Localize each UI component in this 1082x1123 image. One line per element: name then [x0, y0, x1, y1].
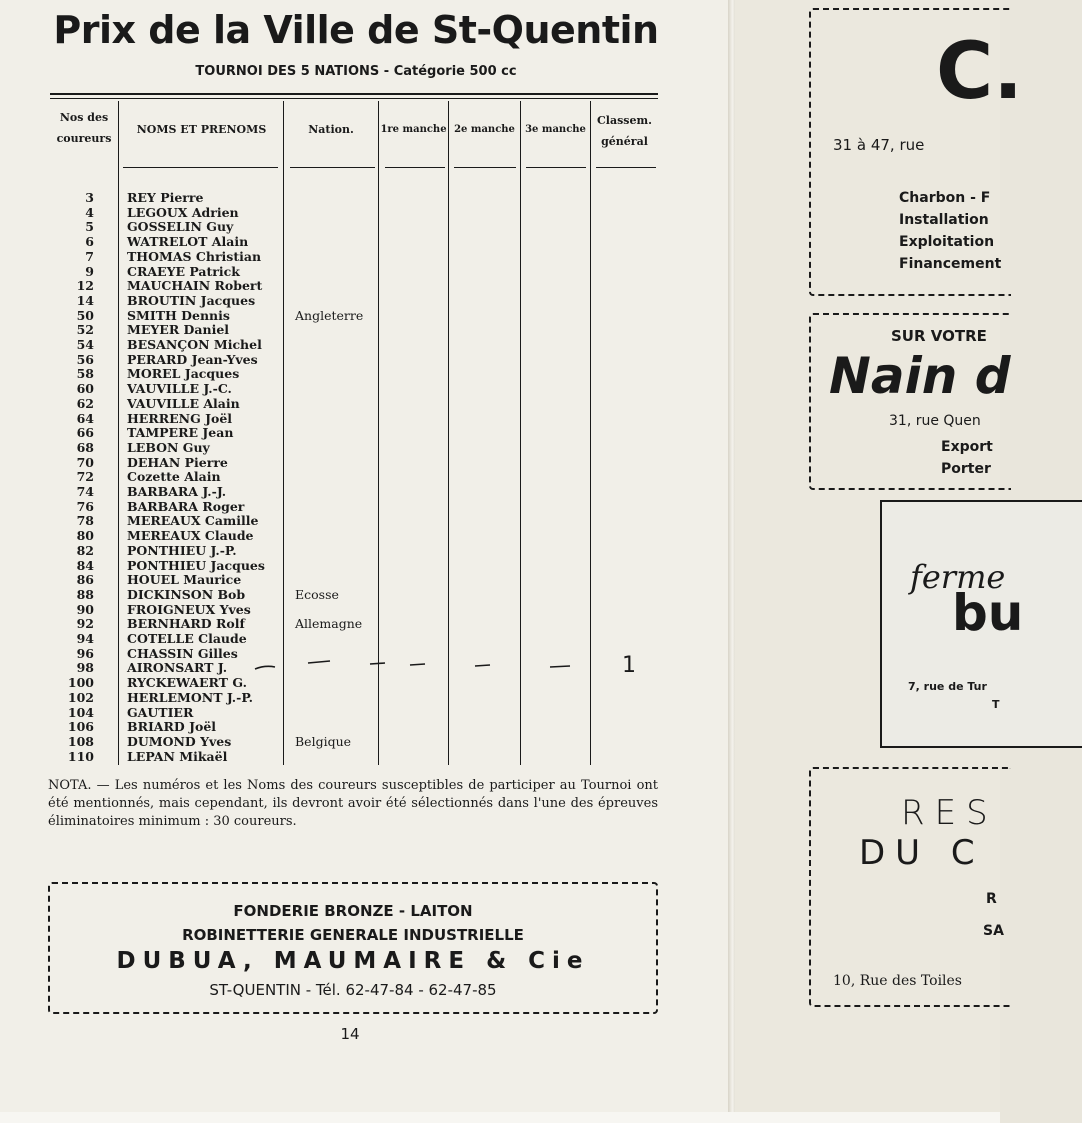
rider-number: 4 — [85, 204, 94, 220]
handwritten-dashes — [250, 655, 650, 685]
rider-name: THOMAS Christian — [127, 248, 262, 264]
rider-name: HOUEL Maurice — [127, 572, 242, 588]
rider-number: 56 — [76, 351, 94, 367]
rider-nation: Ecosse — [295, 586, 339, 602]
rider-number: 5 — [85, 219, 94, 235]
rider-number: 7 — [85, 248, 94, 264]
rider-name: LEPAN Mikaël — [127, 748, 228, 764]
rider-name: VAUVILLE Alain — [127, 395, 240, 411]
header-classement-line2: général — [601, 135, 648, 148]
rider-name: MAUCHAIN Robert — [127, 278, 263, 294]
header-nation: Nation. — [308, 123, 354, 136]
rider-number: 60 — [76, 381, 94, 397]
advertisement-right-1 — [809, 8, 1023, 296]
rider-name: BESANÇON Michel — [127, 337, 262, 352]
rider-name: MEREAUX Camille — [127, 513, 259, 529]
rider-number: 12 — [76, 278, 94, 294]
rider-number: 94 — [76, 631, 94, 646]
rider-number: 62 — [76, 395, 94, 411]
rider-number: 72 — [76, 469, 94, 485]
rider-number: 104 — [67, 704, 94, 720]
rider-name: AIRONSART J. — [127, 660, 228, 676]
rider-nation: Angleterre — [295, 307, 364, 323]
ad-contact: ST-QUENTIN - Tél. 62-47-84 - 62-47-85 — [209, 981, 497, 999]
right-page — [735, 0, 1024, 1112]
header-underline — [290, 167, 375, 168]
rider-number: 50 — [76, 307, 94, 323]
rider-name: PONTHIEU J.-P. — [127, 542, 237, 558]
rider-name: BARBARA Roger — [127, 498, 245, 514]
rider-name: MOREL Jacques — [127, 366, 240, 382]
ad1-big-letter: C. — [936, 27, 1023, 117]
ad4-line-3: R — [986, 891, 997, 907]
header-classement — [591, 110, 658, 152]
rider-name: HERRENG Joël — [127, 410, 233, 426]
rider-nation: Allemagne — [295, 616, 363, 632]
rider-name: DEHAN Pierre — [127, 454, 228, 470]
rider-number: 110 — [67, 748, 94, 764]
rider-name: TAMPERE Jean — [127, 425, 234, 441]
rider-name: DICKINSON Bob — [127, 586, 246, 602]
ad3-address: 7, rue de Tur — [908, 680, 987, 693]
header-num-line1: Nos des — [59, 111, 109, 124]
rider-number: 6 — [85, 234, 94, 250]
header-underline — [596, 167, 656, 168]
rider-number: 9 — [85, 263, 94, 279]
rider-number: 98 — [76, 660, 94, 676]
rider-name: PONTHIEU Jacques — [127, 557, 265, 573]
advertisement-right-4 — [809, 767, 1011, 1007]
ad4-address: 10, Rue des Toiles — [833, 973, 962, 989]
ad2-address: 31, rue Quen — [889, 413, 981, 429]
rider-number: 88 — [76, 586, 94, 602]
rider-number: 74 — [76, 484, 94, 499]
rider-number: 106 — [67, 719, 94, 735]
rider-name: LEGOUX Adrien — [127, 204, 239, 220]
header-manche-3: 3e manche — [525, 124, 586, 135]
ad1-line-4: Financement — [899, 256, 1002, 272]
rider-name: MEREAUX Claude — [127, 528, 254, 544]
rider-number: 80 — [76, 528, 94, 544]
ad2-brand: Nain d — [829, 347, 1011, 405]
header-underline — [454, 167, 516, 168]
rider-name: MEYER Daniel — [127, 322, 230, 338]
rider-nation: Belgique — [295, 733, 352, 749]
rider-number: 76 — [76, 498, 94, 514]
rider-number: 64 — [76, 410, 94, 426]
ad1-line-3: Exploitation — [899, 234, 995, 250]
header-underline — [526, 167, 586, 168]
rider-number: 58 — [76, 366, 94, 382]
rider-number: 52 — [76, 322, 94, 338]
rider-name: LEBON Guy — [127, 439, 210, 455]
rider-name: GAUTIER — [127, 704, 194, 720]
header-classement-line1: Classem. — [597, 114, 652, 127]
rider-name: HERLEMONT J.-P. — [127, 689, 254, 705]
rider-number: 92 — [76, 616, 94, 632]
page-number: 14 — [340, 1025, 360, 1043]
rider-number: 82 — [76, 542, 94, 558]
ad4-line-4: SA — [983, 923, 1004, 939]
rider-name: SMITH Dennis — [127, 307, 230, 323]
rider-number: 102 — [67, 689, 94, 705]
ad1-line-2: Installation — [899, 212, 989, 228]
page-title: Prix de la Ville de St-Quentin — [53, 8, 659, 52]
advertisement-right-2 — [809, 313, 1011, 490]
rider-number: 3 — [85, 190, 94, 205]
ad3-script: ferme — [910, 558, 1006, 596]
rider-name: RYCKEWAERT G. — [127, 675, 247, 691]
rider-table — [50, 93, 658, 765]
rider-number: 70 — [76, 454, 94, 470]
rider-number: 96 — [76, 645, 94, 661]
rider-number: 66 — [76, 425, 94, 441]
ad4-line-2: DU C — [859, 833, 985, 873]
rider-number: 100 — [67, 675, 94, 691]
page-subtitle: TOURNOI DES 5 NATIONS - Catégorie 500 cc — [195, 64, 517, 79]
rider-name: BERNHARD Rolf — [127, 616, 245, 632]
rider-number: 78 — [76, 513, 94, 529]
rider-number: 86 — [76, 572, 94, 588]
note-paragraph: NOTA. — Les numéros et les Noms des coureurs susceptibles de participer au Tournoi ont été mentionnés, mais cependant, ils devront avoir été sélectionnés dans l'une des épreuves éliminatoires minimum : 30 coureurs. — [48, 778, 658, 829]
header-manche-1: 1re manche — [380, 124, 447, 135]
ad3-brand: bu — [952, 584, 1024, 642]
rider-name: GOSSELIN Guy — [127, 219, 234, 235]
header-manche-2: 2e manche — [454, 124, 515, 135]
rider-number: 84 — [76, 557, 94, 573]
rider-number: 108 — [67, 733, 94, 749]
ad-company-name: DUBUA, MAUMAIRE & Cie — [116, 948, 590, 974]
advertisement-dubua — [48, 882, 658, 1014]
ad2-line-1: Export — [941, 439, 993, 455]
rider-name: WATRELOT Alain — [127, 234, 249, 250]
ad-line-robinetterie: ROBINETTERIE GENERALE INDUSTRIELLE — [182, 926, 524, 944]
ad4-line-1: RES — [901, 793, 998, 833]
rider-name: DUMOND Yves — [127, 733, 232, 749]
advertisement-right-3 — [880, 500, 1082, 748]
rider-name: PERARD Jean-Yves — [127, 351, 258, 367]
rider-number: 54 — [76, 337, 94, 352]
scan-edge — [0, 1112, 1000, 1123]
header-num-line2: coureurs — [56, 132, 112, 145]
rider-name: BRIARD Joël — [127, 719, 217, 735]
rider-number: 68 — [76, 439, 94, 455]
rider-name: BARBARA J.-J. — [127, 484, 227, 499]
rider-name: CHASSIN Gilles — [127, 645, 238, 661]
header-underline — [385, 167, 445, 168]
ad2-tagline: SUR VOTRE — [891, 327, 987, 345]
column-divider — [118, 101, 119, 765]
ad-line-fonderie: FONDERIE BRONZE - LAITON — [233, 902, 473, 920]
rider-number: 90 — [76, 601, 94, 617]
rider-name: REY Pierre — [127, 190, 204, 205]
rider-name: VAUVILLE J.-C. — [127, 381, 232, 397]
rider-name: BROUTIN Jacques — [127, 292, 256, 308]
table-top-rule — [50, 93, 658, 95]
ad1-address: 31 à 47, rue — [833, 136, 925, 154]
header-num — [50, 107, 118, 149]
ad3-extra: T — [992, 698, 1000, 711]
rider-name: COTELLE Claude — [127, 631, 247, 646]
rider-name: Cozette Alain — [127, 469, 221, 485]
rider-name: FROIGNEUX Yves — [127, 601, 251, 617]
ad1-line-1: Charbon - F — [899, 190, 991, 206]
ad2-line-2: Porter — [941, 461, 991, 477]
rider-number: 14 — [76, 292, 94, 308]
table-top-rule-thin — [50, 98, 658, 99]
header-underline — [123, 167, 278, 168]
rider-name: CRAEYE Patrick — [127, 263, 240, 279]
handwritten-rank: 1 — [622, 653, 636, 678]
header-names: NOMS ET PRENOMS — [136, 123, 267, 136]
